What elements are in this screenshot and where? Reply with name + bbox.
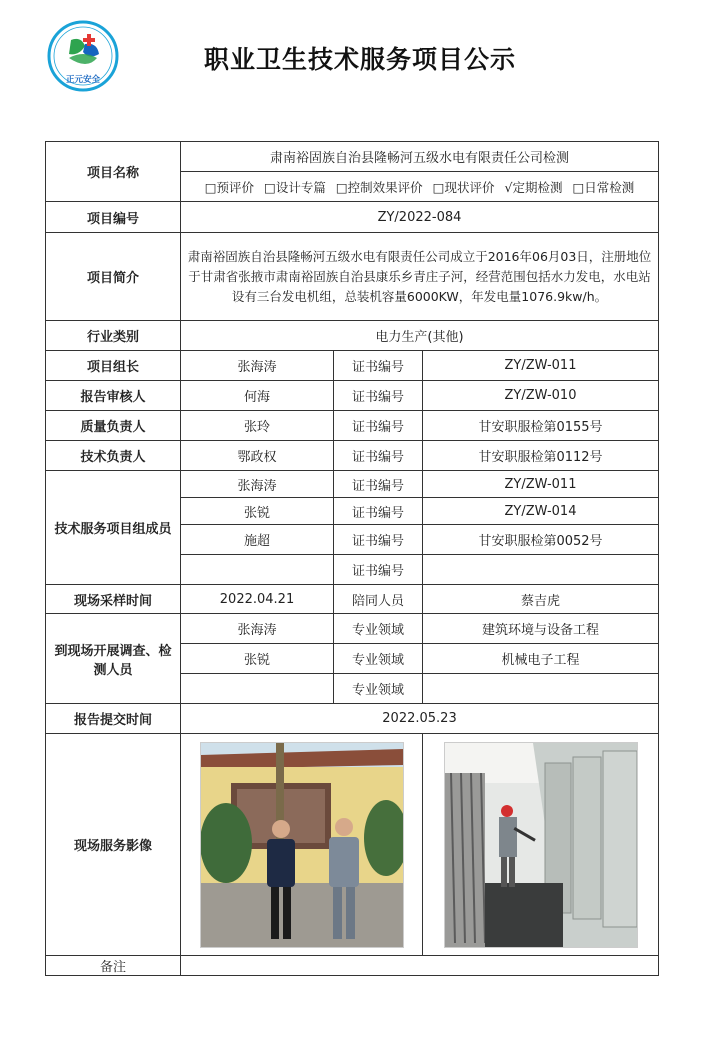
project-number-value: ZY/2022-084: [181, 202, 659, 233]
sampling-time-label: 现场采样时间: [46, 585, 181, 614]
lead-cert: 甘安职服检第0155号: [423, 411, 659, 441]
lead-row: [46, 411, 659, 441]
survey-name: 张海涛: [181, 614, 334, 644]
member-cert: ZY/ZW-014: [423, 498, 659, 525]
industry-value: 电力生产(其他): [181, 321, 659, 351]
members-label: 技术服务项目组成员: [46, 471, 181, 585]
lead-cert: ZY/ZW-011: [423, 351, 659, 381]
project-number-label: 项目编号: [46, 202, 181, 233]
lead-role: 技术负责人: [46, 441, 181, 471]
lead-row: [46, 381, 659, 411]
member-name: [181, 555, 334, 585]
survey-name: [181, 674, 334, 704]
site-photo-switchgear: [444, 742, 638, 948]
project-name-label: 项目名称: [46, 142, 181, 202]
check-daily-test: □日常检测: [572, 179, 635, 195]
remarks-value: [181, 956, 659, 976]
remarks-row: [46, 956, 659, 976]
lead-cert: ZY/ZW-010: [423, 381, 659, 411]
site-photo-staff: [200, 742, 404, 948]
lead-role: 项目组长: [46, 351, 181, 381]
project-number-row: [46, 202, 659, 233]
cert-label: 证书编号: [334, 411, 423, 441]
service-type-checks: [181, 172, 659, 202]
cert-label: 证书编号: [334, 381, 423, 411]
cert-label: 证书编号: [334, 351, 423, 381]
images-row: [46, 734, 659, 956]
lead-name: 张玲: [181, 411, 334, 441]
lead-role: 质量负责人: [46, 411, 181, 441]
lead-name: 鄂政权: [181, 441, 334, 471]
images-label: 现场服务影像: [46, 734, 181, 956]
project-intro-value: 肃南裕固族自治县隆畅河五级水电有限责任公司成立于2016年06月03日，注册地位于甘肃省张掖市肃南裕固族自治县康乐乡青庄子河，经营范围包括水力发电，水电站设有三台发电机组，总装机容量6000KW，年发电量1076.9kw/h。: [181, 233, 659, 321]
survey-row: [46, 614, 659, 644]
photo-cell-left: [181, 734, 423, 956]
cert-label: 证书编号: [334, 441, 423, 471]
project-intro-label: 项目简介: [46, 233, 181, 321]
lead-row: [46, 441, 659, 471]
lead-role: 报告审核人: [46, 381, 181, 411]
industry-label: 行业类别: [46, 321, 181, 351]
member-cert: ZY/ZW-011: [423, 471, 659, 498]
sampling-time-value: 2022.04.21: [181, 585, 334, 614]
project-info-table: [45, 141, 659, 976]
field-label: 专业领域: [334, 644, 423, 674]
sampling-row: [46, 585, 659, 614]
survey-label: 到现场开展调查、检测人员: [46, 614, 181, 704]
logo-text: 正元安全: [65, 75, 101, 85]
survey-field: 机械电子工程: [423, 644, 659, 674]
member-row: [46, 471, 659, 498]
member-name: 施超: [181, 525, 334, 555]
photo-cell-right: [423, 734, 659, 956]
lead-name: 张海涛: [181, 351, 334, 381]
survey-field: 建筑环境与设备工程: [423, 614, 659, 644]
project-name-value: 肃南裕固族自治县隆畅河五级水电有限责任公司检测: [181, 142, 659, 172]
survey-field: [423, 674, 659, 704]
check-status-evaluation: □现状评价: [432, 179, 495, 195]
member-name: 张锐: [181, 498, 334, 525]
cert-label: 证书编号: [334, 525, 423, 555]
check-control-effect: □控制效果评价: [335, 179, 423, 195]
check-design: □设计专篇: [264, 179, 326, 195]
cert-label: 证书编号: [334, 555, 423, 585]
project-intro-row: [46, 233, 659, 321]
lead-name: 何海: [181, 381, 334, 411]
companion-label: 陪同人员: [334, 585, 423, 614]
report-submit-label: 报告提交时间: [46, 704, 181, 734]
lead-cert: 甘安职服检第0112号: [423, 441, 659, 471]
report-row: [46, 704, 659, 734]
cert-label: 证书编号: [334, 498, 423, 525]
member-cert: [423, 555, 659, 585]
field-label: 专业领域: [334, 614, 423, 644]
page-title: 职业卫生技术服务项目公示: [203, 45, 516, 74]
project-name-row: [46, 142, 659, 172]
member-cert: 甘安职服检第0052号: [423, 525, 659, 555]
check-periodic-test: √定期检测: [504, 179, 563, 195]
report-submit-value: 2022.05.23: [181, 704, 659, 734]
companion-value: 蔡吉虎: [423, 585, 659, 614]
check-pre-evaluation: □预评价: [204, 179, 255, 195]
remarks-label: 备注: [46, 956, 181, 976]
survey-name: 张锐: [181, 644, 334, 674]
cert-label: 证书编号: [334, 471, 423, 498]
lead-row: [46, 351, 659, 381]
member-name: 张海涛: [181, 471, 334, 498]
field-label: 专业领域: [334, 674, 423, 704]
industry-row: [46, 321, 659, 351]
